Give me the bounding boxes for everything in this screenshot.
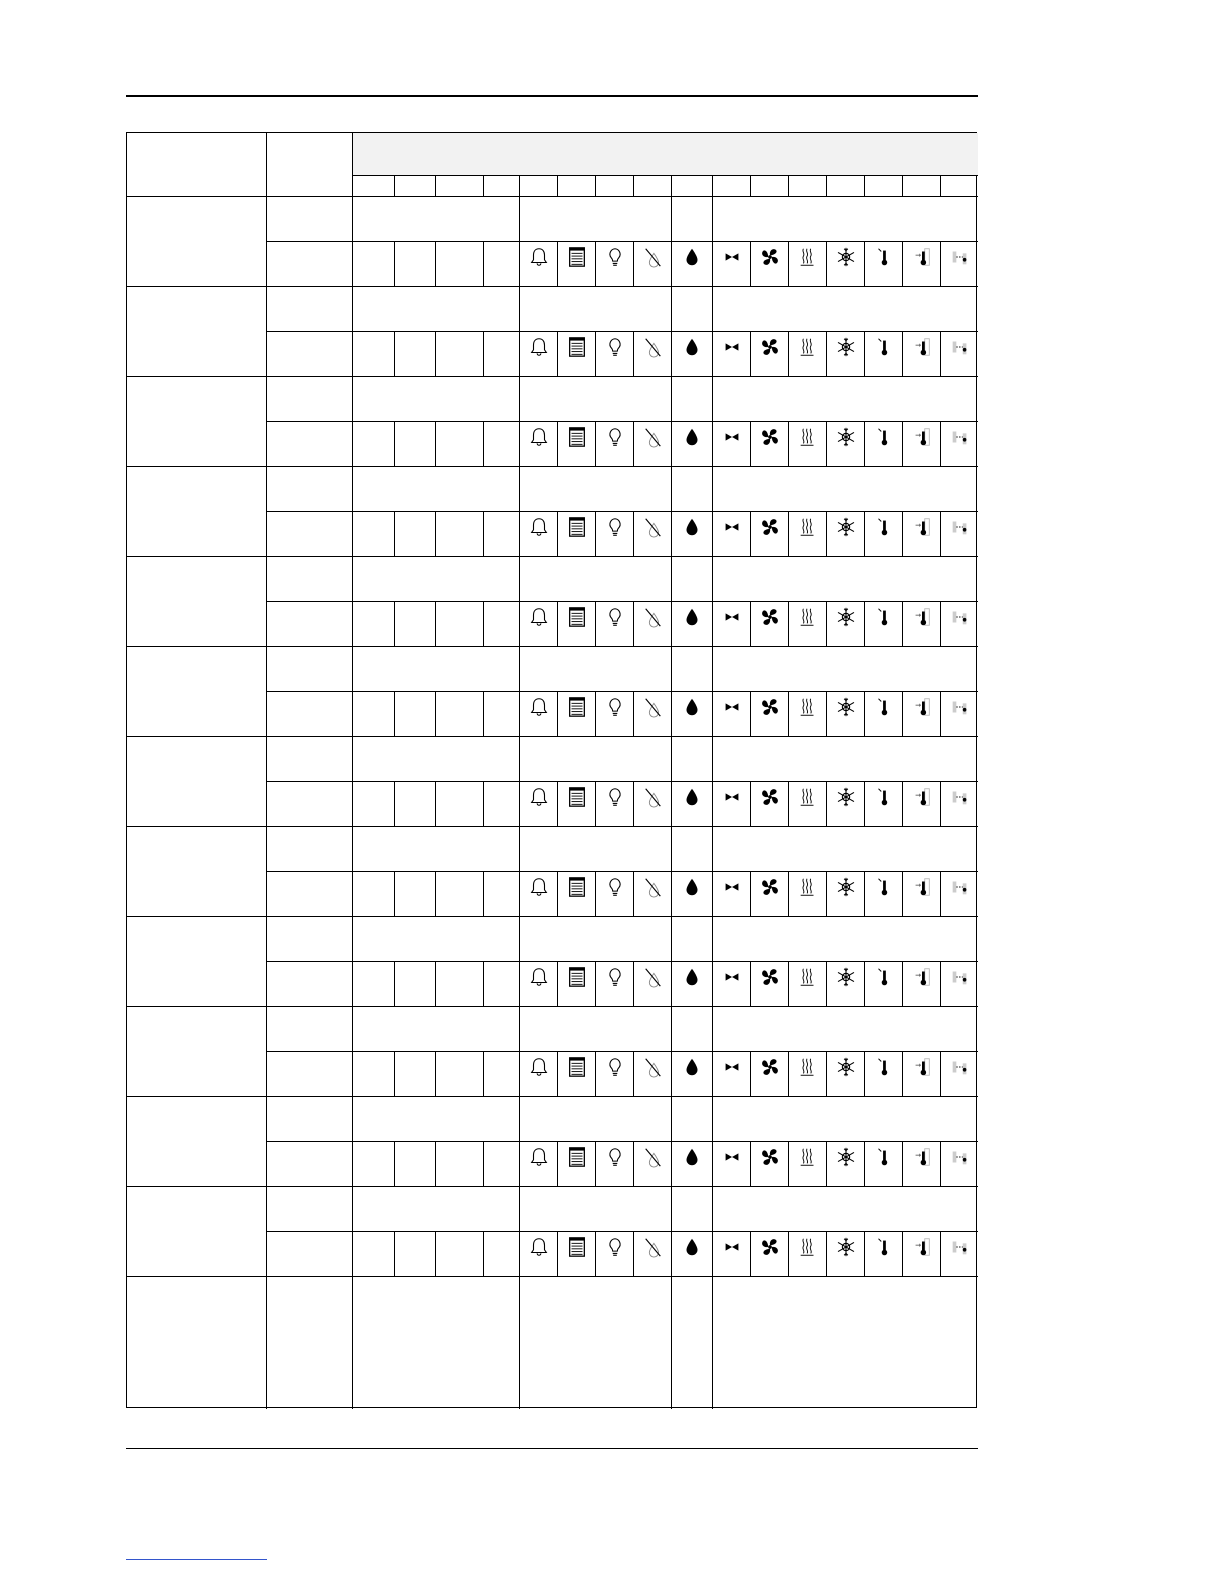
probe-icon [941,603,978,631]
drop-icon [672,513,712,541]
snowflake-icon [827,693,864,721]
group-line [671,466,672,511]
row-separator [127,376,978,377]
cell-line [435,871,436,916]
footer-link-underline [126,1559,267,1560]
group-line [712,1096,713,1141]
header-rule [126,95,978,97]
no-drip-icon [634,1053,671,1081]
thermometer-in-icon [903,333,940,361]
valve-icon [713,1233,750,1261]
thermometer-in-icon [903,1053,940,1081]
thermometer-icon [865,1143,902,1171]
fan-icon [751,513,788,541]
col-line [266,1276,267,1409]
drop-icon [672,1233,712,1261]
row-mid-line [266,691,978,692]
probe-icon [941,783,978,811]
fan-icon [751,423,788,451]
probe-icon [941,423,978,451]
valve-icon [713,873,750,901]
no-drip-icon [634,603,671,631]
thermometer-in-icon [903,693,940,721]
row-mid-line [266,961,978,962]
heat-icon [789,873,826,901]
header-subcol-line [557,175,558,196]
row-separator [127,1006,978,1007]
list-icon [558,873,595,901]
cell-line [394,1051,395,1096]
snowflake-icon [827,423,864,451]
drop-icon [672,243,712,271]
thermometer-in-icon [903,423,940,451]
cell-line [483,601,484,646]
row-separator [127,1276,978,1277]
list-icon [558,693,595,721]
cell-line [483,961,484,1006]
drop-icon [672,1143,712,1171]
bulb-icon [596,783,633,811]
cell-line [435,331,436,376]
probe-icon [941,1053,978,1081]
bell-icon [520,873,557,901]
valve-icon [713,603,750,631]
list-icon [558,1053,595,1081]
bulb-icon [596,873,633,901]
drop-icon [672,783,712,811]
row-mid-line [266,1141,978,1142]
group-line [671,916,672,961]
fan-icon [751,693,788,721]
cell-line [394,781,395,826]
group-line [671,196,672,241]
fan-icon [751,333,788,361]
row-separator [127,286,978,287]
row-separator [127,466,978,467]
bell-icon [520,243,557,271]
header-subcol-line [902,175,903,196]
cell-line [435,511,436,556]
bulb-icon [596,423,633,451]
probe-icon [941,333,978,361]
no-drip-icon [634,333,671,361]
bulb-icon [596,1143,633,1171]
thermometer-icon [865,333,902,361]
no-drip-icon [634,1143,671,1171]
list-icon [558,513,595,541]
list-icon [558,603,595,631]
cell-line [435,691,436,736]
thermometer-icon [865,423,902,451]
no-drip-icon [634,873,671,901]
probe-icon [941,243,978,271]
row-mid-line [266,781,978,782]
cell-line [394,241,395,286]
cell-line [483,331,484,376]
group-line [519,1186,520,1231]
group-line [671,1096,672,1141]
bulb-icon [596,1233,633,1261]
header-band [352,133,978,175]
header-subcol-line [435,175,436,196]
group-line [712,916,713,961]
group-line [712,556,713,601]
thermometer-icon [865,243,902,271]
fan-icon [751,603,788,631]
list-icon [558,1143,595,1171]
cell-line [483,1231,484,1276]
cell-line [435,1141,436,1186]
row-separator [127,736,978,737]
row-mid-line [266,421,978,422]
row-separator [127,646,978,647]
thermometer-icon [865,603,902,631]
heat-icon [789,1143,826,1171]
header-subcol-line [394,175,395,196]
probe-icon [941,873,978,901]
thermometer-in-icon [903,873,940,901]
heat-icon [789,1233,826,1261]
group-line [519,736,520,781]
row-separator [127,826,978,827]
probe-icon [941,693,978,721]
group-line [712,376,713,421]
header-subcol-line [940,175,941,196]
list-icon [558,963,595,991]
cell-line [435,601,436,646]
heat-icon [789,513,826,541]
fan-icon [751,1053,788,1081]
group-line [712,1006,713,1051]
bell-icon [520,333,557,361]
header-subcol-line [595,175,596,196]
bell-icon [520,423,557,451]
heat-icon [789,1053,826,1081]
heat-icon [789,963,826,991]
probe-icon [941,1143,978,1171]
group-line [519,916,520,961]
bell-icon [520,513,557,541]
row-mid-line [266,241,978,242]
bulb-icon [596,963,633,991]
header-col-line [352,133,353,196]
no-drip-icon [634,423,671,451]
row-separator [127,556,978,557]
fan-icon [751,783,788,811]
group-line [712,736,713,781]
cell-line [394,601,395,646]
header-bottom-line [127,196,978,197]
group-line [671,376,672,421]
cell-line [394,331,395,376]
cell-line [483,871,484,916]
header-subcol-line [826,175,827,196]
list-icon [558,783,595,811]
cell-line [435,961,436,1006]
header-col-line [266,133,267,196]
group-line [519,826,520,871]
fan-icon [751,1143,788,1171]
group-line [712,1276,713,1409]
list-icon [558,423,595,451]
bulb-icon [596,243,633,271]
valve-icon [713,1143,750,1171]
group-line [712,286,713,331]
cell-line [435,421,436,466]
no-drip-icon [634,963,671,991]
drop-icon [672,423,712,451]
no-drip-icon [634,693,671,721]
group-line [519,646,520,691]
col-line [352,1276,353,1409]
no-drip-icon [634,1233,671,1261]
group-line [519,1276,520,1409]
cell-line [435,1231,436,1276]
cell-line [435,1051,436,1096]
drop-icon [672,603,712,631]
group-line [671,1186,672,1231]
bell-icon [520,1143,557,1171]
row-separator [127,1096,978,1097]
thermometer-icon [865,963,902,991]
cell-line [435,781,436,826]
list-icon [558,1233,595,1261]
drop-icon [672,963,712,991]
snowflake-icon [827,1143,864,1171]
group-line [519,376,520,421]
header-subcol-line [633,175,634,196]
thermometer-icon [865,873,902,901]
row-mid-line [266,511,978,512]
thermometer-icon [865,1233,902,1261]
valve-icon [713,423,750,451]
probe-icon [941,963,978,991]
probe-icon [941,513,978,541]
cell-line [394,421,395,466]
fan-icon [751,873,788,901]
group-line [671,1276,672,1409]
snowflake-icon [827,873,864,901]
group-line [671,1006,672,1051]
valve-icon [713,783,750,811]
header-subcol-line [671,175,672,196]
cell-line [483,781,484,826]
group-line [519,556,520,601]
row-mid-line [266,601,978,602]
heat-icon [789,333,826,361]
cell-line [394,511,395,556]
group-line [712,826,713,871]
valve-icon [713,243,750,271]
header-subcol-line [864,175,865,196]
header-subcol-line [519,175,520,196]
group-line [671,736,672,781]
header-subcol-line [483,175,484,196]
probe-icon [941,1233,978,1261]
cell-line [483,1141,484,1186]
bell-icon [520,603,557,631]
thermometer-icon [865,783,902,811]
thermometer-in-icon [903,963,940,991]
group-line [712,196,713,241]
heat-icon [789,783,826,811]
heat-icon [789,603,826,631]
header-sub-line [352,175,978,176]
cell-line [483,241,484,286]
cell-line [435,241,436,286]
group-line [671,646,672,691]
thermometer-in-icon [903,1143,940,1171]
fan-icon [751,963,788,991]
heat-icon [789,423,826,451]
snowflake-icon [827,603,864,631]
bulb-icon [596,333,633,361]
thermometer-in-icon [903,783,940,811]
cell-line [394,691,395,736]
drop-icon [672,1053,712,1081]
cell-line [394,1141,395,1186]
valve-icon [713,513,750,541]
cell-line [483,1051,484,1096]
bell-icon [520,1053,557,1081]
header-subcol-line [712,175,713,196]
thermometer-in-icon [903,1233,940,1261]
group-line [671,826,672,871]
valve-icon [713,963,750,991]
snowflake-icon [827,1233,864,1261]
row-mid-line [266,1051,978,1052]
thermometer-icon [865,693,902,721]
bell-icon [520,963,557,991]
no-drip-icon [634,513,671,541]
no-drip-icon [634,243,671,271]
list-icon [558,333,595,361]
data-table [126,132,977,1408]
no-drip-icon [634,783,671,811]
group-line [519,1006,520,1051]
bulb-icon [596,603,633,631]
valve-icon [713,333,750,361]
group-line [712,646,713,691]
thermometer-in-icon [903,243,940,271]
bulb-icon [596,693,633,721]
cell-line [394,1231,395,1276]
bell-icon [520,783,557,811]
header-subcol-line [788,175,789,196]
thermometer-in-icon [903,513,940,541]
bulb-icon [596,1053,633,1081]
group-line [671,556,672,601]
thermometer-icon [865,1053,902,1081]
bell-icon [520,1233,557,1261]
valve-icon [713,1053,750,1081]
drop-icon [672,333,712,361]
header-subcol-line [750,175,751,196]
cell-line [394,871,395,916]
group-line [519,196,520,241]
group-line [519,466,520,511]
thermometer-in-icon [903,603,940,631]
snowflake-icon [827,333,864,361]
bulb-icon [596,513,633,541]
group-line [519,286,520,331]
cell-line [483,691,484,736]
fan-icon [751,243,788,271]
group-line [712,1186,713,1231]
row-separator [127,1186,978,1187]
group-line [671,286,672,331]
snowflake-icon [827,963,864,991]
cell-line [483,511,484,556]
cell-line [394,961,395,1006]
row-separator [127,916,978,917]
snowflake-icon [827,513,864,541]
snowflake-icon [827,243,864,271]
snowflake-icon [827,1053,864,1081]
group-line [712,466,713,511]
list-icon [558,243,595,271]
heat-icon [789,693,826,721]
thermometer-icon [865,513,902,541]
snowflake-icon [827,783,864,811]
fan-icon [751,1233,788,1261]
valve-icon [713,693,750,721]
drop-icon [672,693,712,721]
drop-icon [672,873,712,901]
row-mid-line [266,331,978,332]
bell-icon [520,693,557,721]
footer-rule [126,1448,978,1449]
row-mid-line [266,871,978,872]
heat-icon [789,243,826,271]
row-mid-line [266,1231,978,1232]
cell-line [483,421,484,466]
group-line [519,1096,520,1141]
